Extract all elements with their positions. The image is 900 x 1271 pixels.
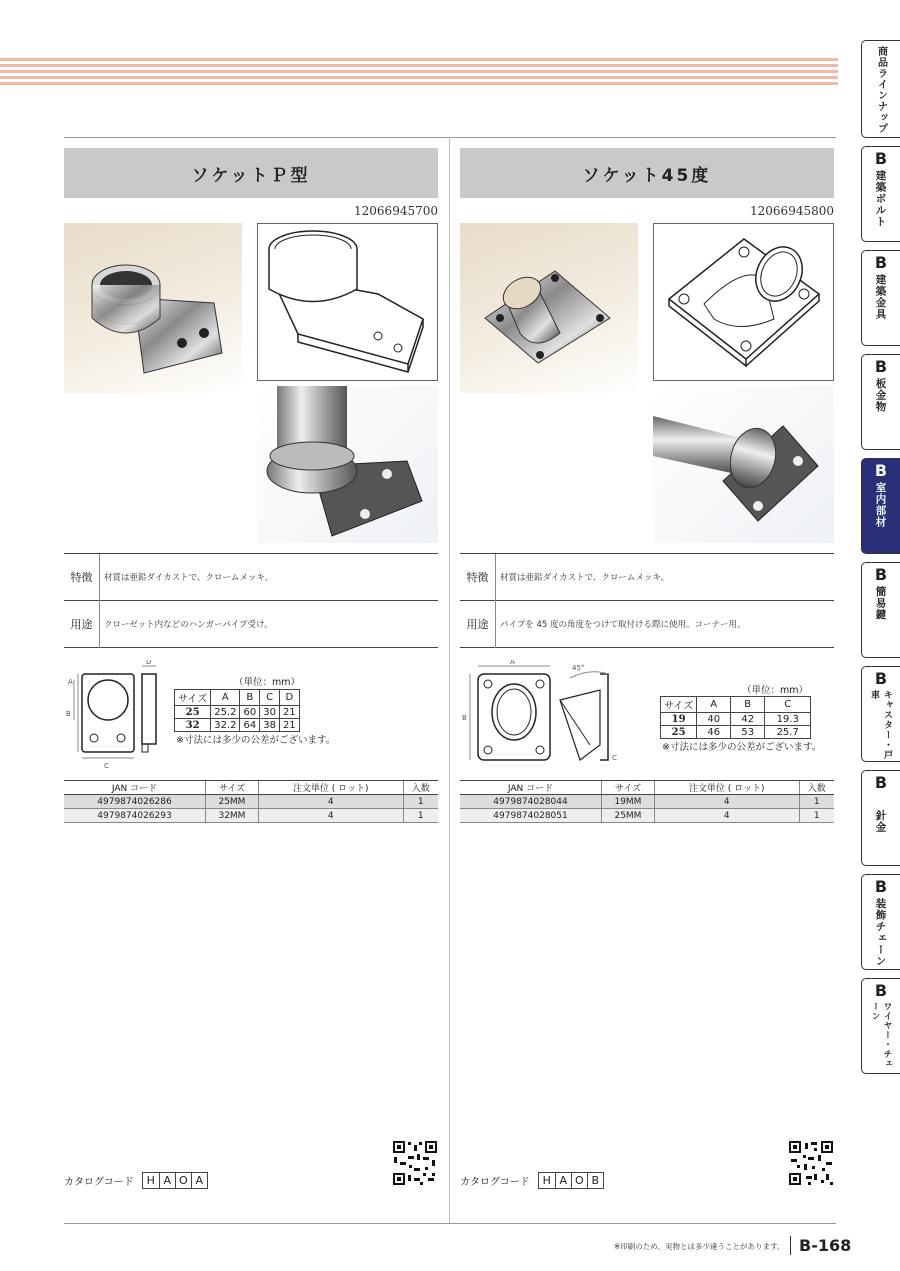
jan-cell: 32MM (206, 809, 259, 823)
dimension-drawing (460, 660, 650, 775)
size-table (660, 696, 811, 739)
spec-table (460, 553, 834, 648)
feature-text: 材質は亜鉛ダイカストで、クロームメッキ。 (500, 573, 670, 583)
catalog-code-box (142, 1172, 208, 1189)
usage-text: クローゼット内などのハンガーパイプ受け。 (104, 620, 273, 630)
tab-prefix: B (874, 149, 888, 168)
print-disclaimer: ※印刷のため、実物とは多少違うことがあります。 (614, 1242, 785, 1251)
jan-cell: 1 (403, 809, 438, 823)
jan-cell: 1 (799, 809, 834, 823)
jan-cell: 4979874026286 (64, 795, 206, 809)
tab-label: 建築金具 (874, 274, 887, 320)
product-code: 12066945800 (750, 204, 834, 218)
size-header: A (697, 697, 731, 713)
product-images (64, 223, 438, 553)
product-socket-45 (460, 148, 834, 823)
header-stripes (0, 58, 838, 86)
tab-wire[interactable] (861, 770, 900, 866)
tab-label: ワイヤー・チェーン (870, 1002, 892, 1069)
catalog-char: A (555, 1173, 571, 1188)
dimension-drawing (64, 660, 174, 775)
size-cell: 32.2 (211, 719, 240, 732)
jan-cell: 4 (654, 795, 799, 809)
jan-cell: 1 (799, 795, 834, 809)
tab-wire-chain[interactable] (861, 978, 900, 1074)
product-line-drawing (257, 223, 438, 381)
qr-code-icon[interactable] (788, 1140, 834, 1186)
catalog-code-left (64, 1172, 208, 1189)
tab-label: 室内部材 (874, 482, 887, 528)
feature-row (64, 554, 438, 601)
size-header: D (279, 690, 299, 706)
spec-table (64, 553, 438, 648)
tab-label: 建築ボルト (874, 170, 887, 228)
dim-label-c: C (104, 762, 109, 770)
jan-row (64, 795, 438, 809)
tab-prefix: B (874, 357, 888, 376)
column-divider (449, 137, 450, 1224)
size-row (661, 713, 811, 726)
size-row (175, 706, 300, 719)
jan-header: JAN コード (460, 781, 602, 795)
product-title: ソケットＰ型 (64, 148, 438, 198)
size-header: C (260, 690, 280, 706)
tab-lineup[interactable] (861, 40, 900, 138)
jan-header: 注文単位 ( ロット) (258, 781, 403, 795)
tab-label: 板金物 (874, 378, 887, 413)
size-cell: 25.7 (765, 726, 811, 739)
tab-interior-parts[interactable] (861, 458, 900, 554)
category-side-tabs (861, 40, 900, 1082)
jan-header: JAN コード (64, 781, 206, 795)
tab-sheet-metal[interactable] (861, 354, 900, 450)
size-cell: 32 (175, 719, 211, 732)
size-header: サイズ (175, 690, 211, 706)
usage-label: 用途 (64, 601, 100, 648)
size-cell: 46 (697, 726, 731, 739)
jan-cell: 1 (403, 795, 438, 809)
tab-label: キャスター・戸車 (869, 690, 892, 760)
jan-cell: 4979874026293 (64, 809, 206, 823)
size-header: C (765, 697, 811, 713)
size-cell: 19.3 (765, 713, 811, 726)
size-cell: 42 (731, 713, 765, 726)
feature-text: 材質は亜鉛ダイカストで、クロームメッキ。 (104, 573, 274, 583)
catalog-code-right (460, 1172, 604, 1189)
unit-label: （単位：mm） (742, 685, 809, 696)
tab-label: 商品ラインナップ (875, 46, 887, 134)
jan-row (64, 809, 438, 823)
product-usage-photo (653, 386, 834, 543)
tab-prefix: B (874, 981, 888, 1000)
size-cell: 38 (260, 719, 280, 732)
tolerance-note: ※寸法には多少の公差がございます。 (176, 735, 336, 746)
jan-table (460, 780, 834, 823)
jan-table (64, 780, 438, 823)
size-header: サイズ (661, 697, 697, 713)
dim-label-d: D (146, 660, 152, 666)
dim-label-a: A (68, 678, 73, 686)
tab-building-bolt[interactable] (861, 146, 900, 242)
dim-label-b: B (66, 710, 71, 718)
jan-header: サイズ (206, 781, 259, 795)
size-row (661, 726, 811, 739)
tab-prefix: B (874, 461, 888, 480)
page-number: B-168 (790, 1236, 851, 1255)
jan-header: 注文単位 ( ロット) (654, 781, 799, 795)
tab-prefix: B (874, 253, 888, 272)
catalog-char: B (587, 1173, 603, 1188)
size-header: B (240, 690, 260, 706)
bottom-divider (64, 1223, 836, 1224)
feature-row (460, 554, 834, 601)
jan-header: 入数 (403, 781, 438, 795)
product-photo (64, 223, 242, 393)
jan-header: サイズ (602, 781, 655, 795)
product-socket-p (64, 148, 438, 823)
product-images (460, 223, 834, 553)
jan-cell: 4979874028044 (460, 795, 602, 809)
size-cell: 25.2 (211, 706, 240, 719)
catalog-char: A (159, 1173, 175, 1188)
catalog-label: カタログコード (64, 1177, 134, 1188)
tab-label: 針金 (874, 810, 887, 833)
usage-text: パイプを 45 度の角度をつけて取付ける際に使用。コーナー用。 (500, 620, 746, 630)
jan-cell: 25MM (206, 795, 259, 809)
catalog-char: O (175, 1173, 191, 1188)
unit-label: （単位：mm） (234, 677, 301, 688)
qr-code-icon[interactable] (392, 1140, 438, 1186)
feature-label: 特徴 (460, 554, 496, 601)
dimension-section (64, 660, 438, 780)
usage-label: 用途 (460, 601, 496, 648)
product-title: ソケット45度 (460, 148, 834, 198)
tab-label: 装飾チェーン (874, 898, 887, 967)
jan-cell: 4 (258, 809, 403, 823)
jan-header: 入数 (799, 781, 834, 795)
size-cell: 53 (731, 726, 765, 739)
jan-cell: 4 (654, 809, 799, 823)
tab-prefix: B (874, 669, 888, 688)
size-cell: 60 (240, 706, 260, 719)
size-table (174, 689, 300, 732)
tab-label: 簡易鍵 (874, 586, 887, 621)
size-cell: 21 (279, 719, 299, 732)
tab-building-hardware[interactable] (861, 250, 900, 346)
size-cell: 64 (240, 719, 260, 732)
jan-row (460, 809, 834, 823)
usage-row (460, 601, 834, 648)
dim-label-angle: 45° (572, 664, 585, 672)
tab-simple-lock[interactable] (861, 562, 900, 658)
catalog-label: カタログコード (460, 1177, 530, 1188)
catalog-char: H (542, 1174, 551, 1187)
jan-cell: 4 (258, 795, 403, 809)
dim-label-a: A (510, 660, 515, 666)
tab-decorative-chain[interactable] (861, 874, 900, 970)
product-usage-photo (257, 386, 438, 543)
catalog-char: A (191, 1173, 207, 1188)
feature-label: 特徴 (64, 554, 100, 601)
size-cell: 25 (175, 706, 211, 719)
catalog-char: O (571, 1173, 587, 1188)
product-code: 12066945700 (354, 204, 438, 218)
size-cell: 40 (697, 713, 731, 726)
jan-row (460, 795, 834, 809)
tab-prefix: B (874, 773, 888, 792)
jan-cell: 19MM (602, 795, 655, 809)
catalog-char: H (146, 1174, 155, 1187)
catalog-code-box (538, 1172, 604, 1189)
dim-label-c: C (612, 754, 617, 762)
size-row (175, 719, 300, 732)
tolerance-note: ※寸法には多少の公差がございます。 (662, 742, 822, 753)
size-header: A (211, 690, 240, 706)
size-cell: 19 (661, 713, 697, 726)
tab-prefix: B (874, 565, 888, 584)
tab-prefix: B (874, 877, 888, 896)
top-divider (64, 137, 836, 138)
size-cell: 25 (661, 726, 697, 739)
size-cell: 21 (279, 706, 299, 719)
usage-row (64, 601, 438, 648)
size-cell: 30 (260, 706, 280, 719)
size-header: B (731, 697, 765, 713)
product-photo (460, 223, 638, 393)
jan-cell: 25MM (602, 809, 655, 823)
dimension-section (460, 660, 834, 780)
dim-label-b: B (462, 714, 467, 722)
jan-cell: 4979874028051 (460, 809, 602, 823)
tab-caster-roller[interactable] (861, 666, 900, 762)
product-line-drawing (653, 223, 834, 381)
